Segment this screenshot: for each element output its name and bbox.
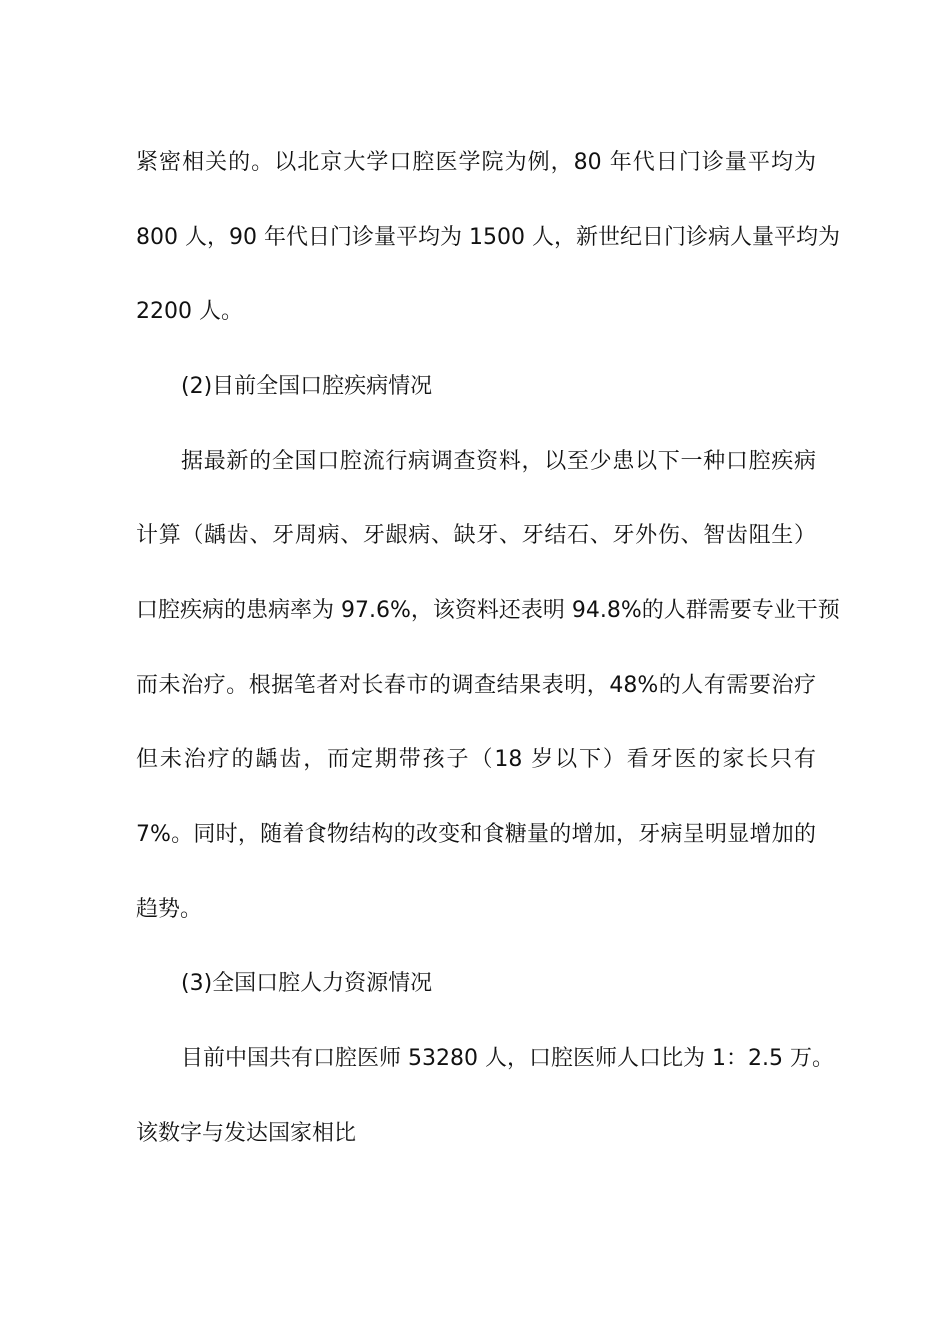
paragraph-line: 该数字与发达国家相比	[136, 1121, 357, 1146]
paragraph-line: 2200 人。	[136, 299, 243, 324]
paragraph-line: 计算（龋齿、牙周病、牙龈病、缺牙、牙结石、牙外伤、智齿阻生）	[136, 523, 816, 548]
paragraph-line: 紧密相关的。以北京大学口腔医学院为例，80 年代日门诊量平均为	[136, 150, 816, 175]
paragraph-line: 但未治疗的龋齿，而定期带孩子（18 岁以下）看牙医的家长只有	[136, 747, 816, 772]
paragraph-line: 而未治疗。根据笔者对长春市的调查结果表明，48%的人有需要治疗	[136, 673, 816, 698]
section-heading-2: (2)目前全国口腔疾病情况	[181, 374, 433, 399]
paragraph-line: 趋势。	[136, 897, 203, 922]
paragraph-line: 7%。同时，随着食物结构的改变和食糖量的增加，牙病呈明显增加的	[136, 822, 816, 847]
paragraph-line: 据最新的全国口腔流行病调查资料，以至少患以下一种口腔疾病	[181, 449, 816, 474]
paragraph-line: 口腔疾病的患病率为 97.6%，该资料还表明 94.8%的人群需要专业干预	[136, 598, 840, 623]
section-heading-3: (3)全国口腔人力资源情况	[181, 971, 433, 996]
paragraph-line: 800 人，90 年代日门诊量平均为 1500 人，新世纪日门诊病人量平均为	[136, 225, 840, 250]
paragraph-line: 目前中国共有口腔医师 53280 人，口腔医师人口比为 1：2.5 万。	[181, 1046, 834, 1071]
